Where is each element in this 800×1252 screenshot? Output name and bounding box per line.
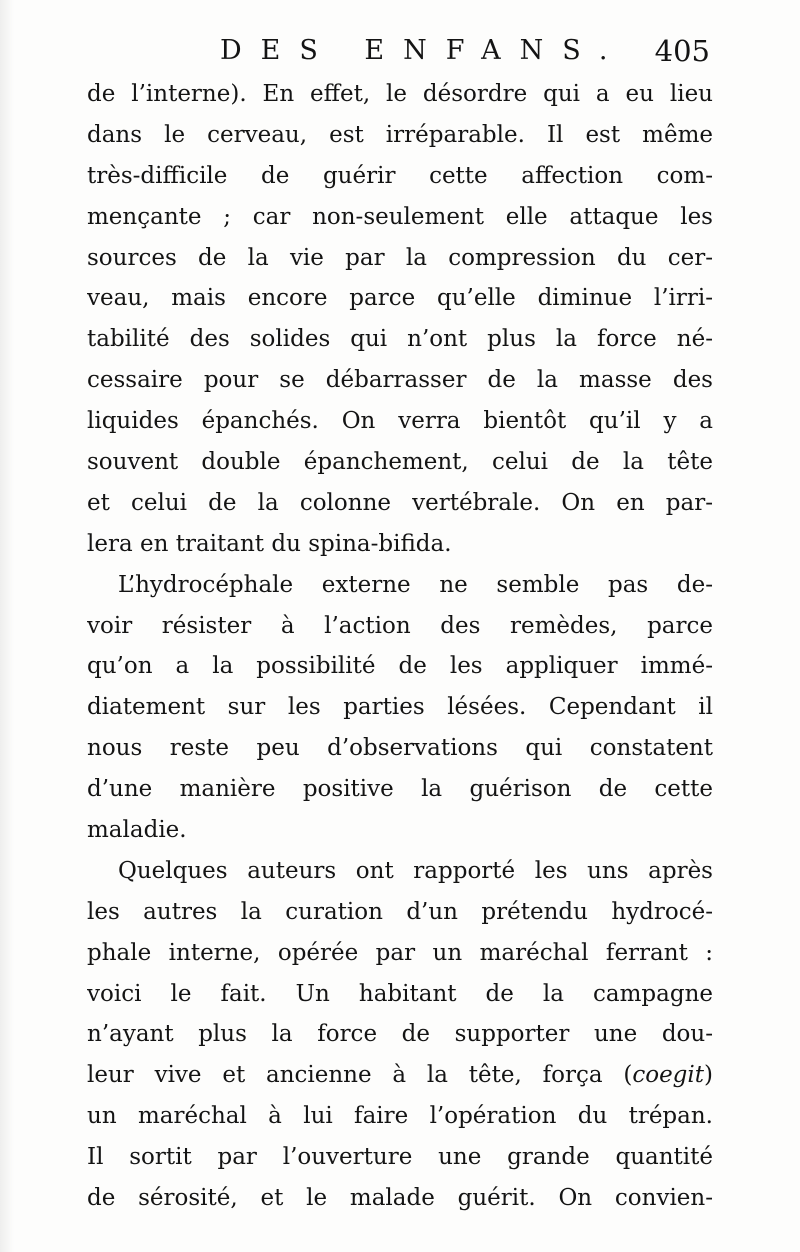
italic-latin-term: coegit (632, 1062, 705, 1089)
text-line: sources de la vie par la compression du cer- (87, 244, 713, 271)
page-header (220, 28, 720, 74)
paragraph-end-line: lera en traitant du spina-bifida. (87, 530, 452, 557)
text-line: cessaire pour se débarrasser de la masse des (87, 367, 713, 394)
text-line: Il sortit par l’ouverture une grande quantité (87, 1144, 713, 1171)
text-line: voici le fait. Un habitant de la campagne (87, 980, 713, 1007)
paragraph-end-line: maladie. (87, 817, 187, 844)
text-line: dans le cerveau, est irréparable. Il est même (87, 121, 713, 148)
running-head: DES ENFANS. (220, 35, 627, 66)
text-line: un maréchal à lui faire l’opération du trépan. (87, 1103, 713, 1130)
text-line: souvent double épanchement, celui de la tête (87, 449, 713, 476)
text-line: diatement sur les parties lésées. Cependant il (87, 694, 713, 721)
paragraph-start-line: L’hydrocéphale externe ne semble pas de- (118, 571, 713, 598)
text-line: et celui de la colonne vertébrale. On en par- (87, 489, 713, 516)
text-line: tabilité des solides qui n’ont plus la force né- (87, 326, 713, 353)
text-line: mençante ; car non-seulement elle attaque les (87, 203, 713, 230)
text-line: les autres la curation d’un prétendu hydrocé- (87, 898, 713, 925)
text-line: nous reste peu d’observations qui constatent (87, 735, 713, 762)
text-line: de l’interne). En effet, le désordre qui a eu lieu (87, 81, 713, 107)
text-line: phale interne, opérée par un maréchal ferrant : (87, 939, 713, 966)
text-line: n’ayant plus la force de supporter une dou- (87, 1021, 713, 1048)
text-line: veau, mais encore parce qu’elle diminue l’irri- (87, 285, 713, 312)
text-line: de sérosité, et le malade guérit. On convien- (87, 1185, 713, 1212)
text-line: leur vive et ancienne à la tête, força (coegit) (87, 1062, 713, 1089)
text-line: voir résister à l’action des remèdes, parce (87, 612, 713, 639)
text-line: qu’on a la possibilité de les appliquer immé- (87, 653, 713, 680)
text-line: liquides épanchés. On verra bientôt qu’il y a (87, 408, 713, 435)
paragraph-start-line: Quelques auteurs ont rapporté les uns après (118, 857, 713, 884)
page-number: 405 (654, 34, 710, 68)
text-line: d’une manière positive la guérison de cette (87, 776, 713, 803)
page-body-text (87, 74, 713, 1219)
text-line: très-difficile de guérir cette affection com- (87, 162, 713, 189)
